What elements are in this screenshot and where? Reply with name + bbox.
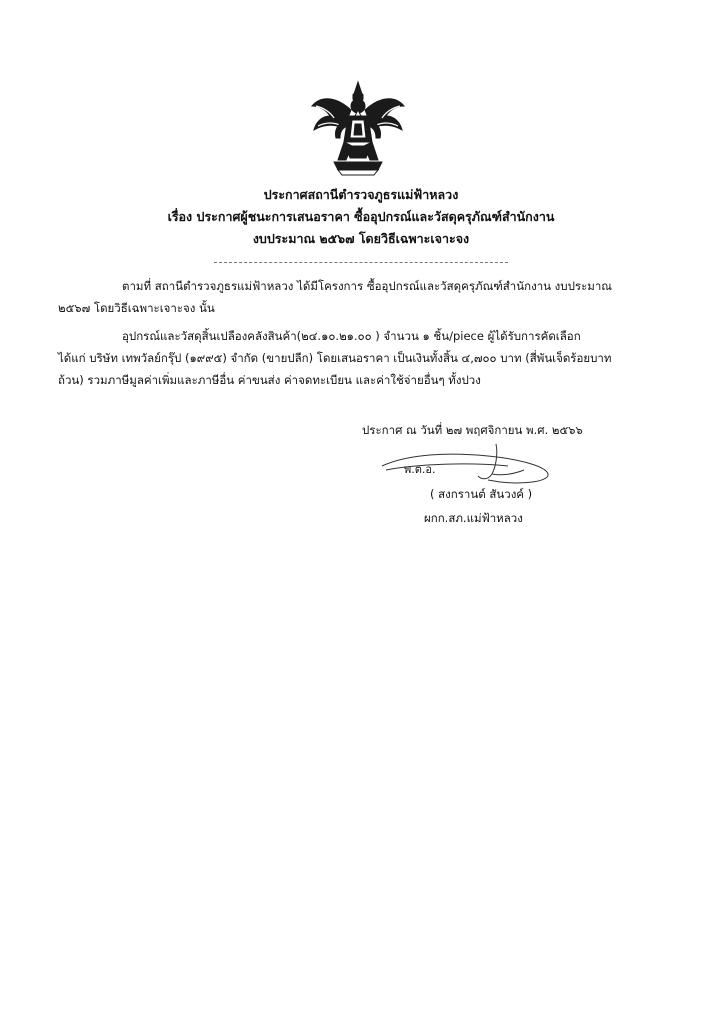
paragraph-2-line-2: ได้แก่ บริษัท เทพวัลย์กรุ๊ป (๑๙๙๕) จำกัด (ขายปลีก) โดยเสนอราคา เป็นเงินทั้งสิ้น ๔,๗๐๐ บาท (สี่พันเจ็ดร้อยบาท: [58, 351, 612, 365]
announcement-subject: [0, 206, 722, 227]
title-line-2: เรื่อง ประกาศผู้ชนะการเสนอราคา ซื้ออุปกรณ์และวัสดุครุภัณฑ์สำนักงาน: [167, 209, 555, 224]
title-line-3: งบประมาณ ๒๕๖๗ โดยวิธีเฉพาะเจาะจง: [252, 231, 470, 246]
paragraph-1-line-1: ตามที่ สถานีตำรวจภูธรแม่ฟ้าหลวง ได้มีโครงการ ซื้ออุปกรณ์และวัสดุครุภัณฑ์สำนักงาน งบประมาณ: [122, 279, 612, 293]
paragraph-2-line-1: อุปกรณ์และวัสดุสิ้นเปลืองคลังสินค้า(๒๔.๑๐.๒๑.๐๐ ) จำนวน ๑ ชิ้น/piece ผู้ได้รับการคัดเลือก: [122, 329, 581, 343]
announcement-date: ประกาศ ณ วันที่ ๒๗ พฤศจิกายน พ.ศ. ๒๕๖๖: [362, 423, 583, 437]
header-divider: [214, 262, 508, 263]
signatory-position: ผกก.สภ.แม่ฟ้าหลวง: [424, 511, 523, 525]
paragraph-2-line-3: ถ้วน) รวมภาษีมูลค่าเพิ่มและภาษีอื่น ค่าขนส่ง ค่าจดทะเบียน และค่าใช้จ่ายอื่นๆ ทั้งปวง: [58, 373, 481, 387]
paragraph-1-line-2: ๒๕๖๗ โดยวิธีเฉพาะเจาะจง นั้น: [58, 301, 215, 315]
announcement-title: [0, 184, 722, 205]
garuda-emblem-icon: [308, 80, 408, 176]
signatory-rank: พ.ต.อ.: [404, 463, 436, 476]
title-line-1: ประกาศสถานีตำรวจภูธรแม่ฟ้าหลวง: [263, 187, 459, 202]
announcement-budget: [0, 228, 722, 249]
signatory-name: ( สงกรานต์ สันวงค์ ): [430, 487, 533, 501]
